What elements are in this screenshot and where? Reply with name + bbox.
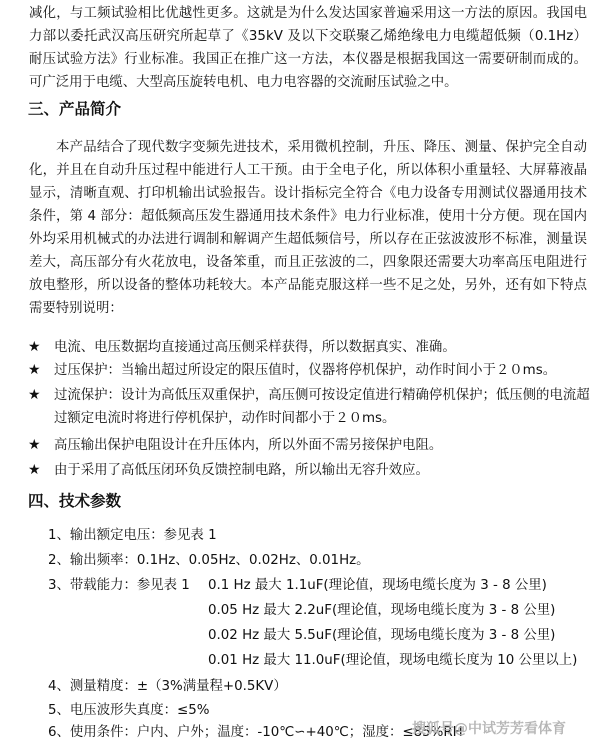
star-icon: ★ xyxy=(28,437,41,453)
star-icon: ★ xyxy=(28,339,41,355)
spec-item: 3、带载能力：参见表 1 xyxy=(48,578,190,593)
spec-item: 1、输出额定电压：参见表 1 xyxy=(48,528,217,543)
spec-item: 4、测量精度：±（3%满量程+0.5KV） xyxy=(48,679,287,694)
section-4-title: 四、技术参数 xyxy=(28,492,122,510)
load-capacity-row: 0.01 Hz 最大 11.0uF(理论值，现场电缆长度为 10 公里以上) xyxy=(208,653,578,668)
star-icon: ★ xyxy=(28,362,41,378)
star-icon: ★ xyxy=(28,387,41,403)
star-icon: ★ xyxy=(28,462,41,478)
bullet-text: 由于采用了高低压闭环负反馈控制电路，所以输出无容升效应。 xyxy=(54,463,429,478)
watermark: 搜狐号@中试芳芳看体育 xyxy=(412,721,566,737)
load-capacity-row: 0.05 Hz 最大 2.2uF(理论值，现场电缆长度为 3 - 8 公里) xyxy=(208,603,556,618)
feature-bullet xyxy=(28,336,590,359)
bullet-text: 过流保护：设计为高低压双重保护，高压侧可按设定值进行精确停机保护；低压侧的电流超过额定电流时将进行停机保护，动作时间都小于２０ms。 xyxy=(54,388,590,426)
spec-item: 2、输出频率：0.1Hz、0.05Hz、0.02Hz、0.01Hz。 xyxy=(48,553,370,568)
bullet-text: 电流、电压数据均直接通过高压侧采样获得，所以数据真实、准确。 xyxy=(54,340,456,355)
bullet-text: 过压保护：当输出超过所设定的限压值时，仪器将停机保护，动作时间小于２０ms。 xyxy=(54,363,557,378)
feature-bullet xyxy=(28,434,590,457)
load-capacity-row: 0.1 Hz 最大 1.1uF(理论值，现场电缆长度为 3 - 8 公里) xyxy=(208,578,547,593)
feature-bullet xyxy=(28,359,590,382)
product-intro-paragraph: 本产品结合了现代数字变频先进技术，采用微机控制，升压、降压、测量、保护完全自动化，并且在自动升压过程中能进行人工干预。由于全电子化，所以体积小重量轻、大屏幕液晶显示，清晰直观、打印机输出试验报告。设计指标完全符合《电力设备专用测试仪器通用技术条件，第 4 部分：超低频高压发生器通用技术条件》电力行业标准，使用十分方便。现在国内外均采用机械式的办法进行调制和解调产生超低频信号，所以存在正弦波波形不标准，测量误差大，高压部分有火花放电，设备笨重，而且正弦波的二，四象限还需要大功率高压电阻进行放电整形，所以设备的整体功耗较大。本产品能克服这样一些不足之处，另外，还有如下特点需要特别说明： xyxy=(29,140,587,316)
load-capacity-row: 0.02 Hz 最大 5.5uF(理论值，现场电缆长度为 3 - 8 公里) xyxy=(208,628,556,643)
intro-paragraph: 减化，与工频试验相比优越性更多。这就是为什么发达国家普遍采用这一方法的原因。我国电力部以委托武汉高压研究所起草了《35kV 及以下交联聚乙烯绝缘电力电缆超低频（0.1Hz）耐压试验方法》行业标准。我国正在推广这一方法，本仪器是根据我国这一需要研制而成的。可广泛用于电缆、大型高压旋转电机、电力电容器的交流耐压试验之中。 xyxy=(29,6,587,90)
feature-bullet xyxy=(28,459,590,482)
feature-bullet xyxy=(28,384,590,430)
spec-item: 5、电压波形失真度：≤5% xyxy=(48,703,210,718)
spec-item: 6、使用条件：户内、户外；温度：-10℃∽+40℃；湿度：≤85%RH xyxy=(48,725,463,740)
bullet-text: 高压输出保护电阻设计在升压体内，所以外面不需另接保护电阻。 xyxy=(54,438,443,453)
section-3-title: 三、产品简介 xyxy=(28,100,122,118)
